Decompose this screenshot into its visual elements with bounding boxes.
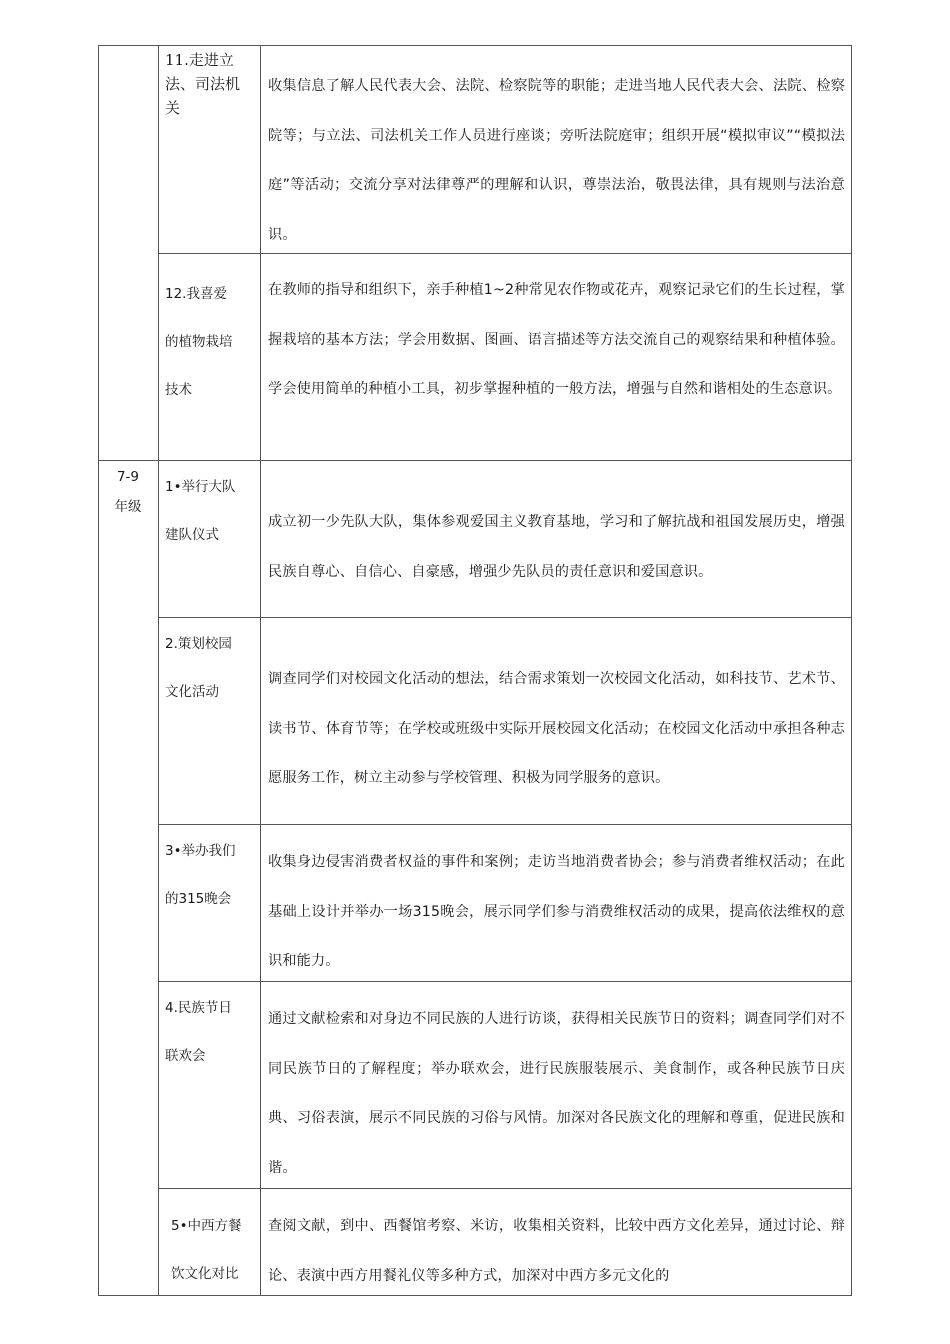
activity-description: 查阅文献，到中、西餐馆考察、米访，收集相关资料，比较中西方文化差异，通过讨论、辩论、表演中西方用餐礼仪等多种方式，加深对中西方多元文化的	[268, 1218, 845, 1284]
activity-title: 2.策划校园 文化活动	[165, 636, 232, 700]
activity-title: 1•举行大队 建队仪式	[165, 479, 236, 543]
table-border-top	[98, 45, 852, 46]
activity-description: 成立初一少先队大队，集体参观爱国主义教育基地，学习和了解抗战和祖国发展历史，增强民族自尊心、自信心、自豪感，增强少先队员的责任意识和爱国意识。	[268, 514, 845, 580]
table-border-right	[851, 45, 852, 1295]
activity-title: 5•中西方餐 饮文化对比	[171, 1218, 242, 1282]
activity-title: 3•举办我们 的315晚会	[165, 843, 236, 907]
row-divider	[158, 824, 852, 825]
activity-description: 通过文献检索和对身边不同民族的人进行访谈，获得相关民族节日的资料；调查同学们对不同民族节日的了解程度；举办联欢会，进行民族服装展示、美食制作，或各种民族节日庆典、习俗表演，展示不同民族的习俗与风情。加深对各民族文化的理解和尊重，促进民族和谐。	[268, 1011, 845, 1176]
row-divider	[98, 460, 852, 461]
activity-description: 在教师的指导和组织下，亲手种植1~2种常见农作物或花卉，观察记录它们的生长过程，掌握栽培的基本方法；学会用数据、图画、语言描述等方法交流自己的观察结果和种植体验。学会使用简单的种植小工具，初步掌握种植的一般方法，增强与自然和谐相处的生态意识。	[268, 282, 845, 397]
activity-description: 收集身边侵害消费者权益的事件和案例；走访当地消费者协会；参与消费者维权活动；在此基础上设计并举办一场315晚会，展示同学们参与消费维权活动的成果，提高依法维权的意识和能力。	[268, 854, 845, 969]
row-divider	[158, 617, 852, 618]
grade-label: 年级	[114, 499, 142, 515]
table-border-left	[98, 45, 99, 1295]
activity-title: 11.走进立 法、司法机 关	[165, 51, 241, 117]
grade-range: 7-9	[116, 469, 140, 485]
grade-cell	[99, 462, 157, 522]
activity-title: 4.民族节日 联欢会	[165, 1000, 232, 1064]
activity-description: 收集信息了解人民代表大会、法院、检察院等的职能；走进当地人民代表大会、法院、检察院等；与立法、司法机关工作人员进行座谈；旁听法院庭审；组织开展“模拟审议”“模拟法庭”等活动；交流分享对法律尊严的理解和认识，尊崇法治，敬畏法律，具有规则与法治意识。	[268, 78, 845, 243]
activity-title: 12.我喜爱 的植物栽培 技术	[165, 286, 233, 398]
activity-description: 调查同学们对校园文化活动的想法，结合需求策划一次校园文化活动，如科技节、艺术节、读书节、体育节等；在学校或班级中实际开展校园文化活动；在校园文化活动中承担各种志愿服务工作，树立主动参与学校管理、积极为同学服务的意识。	[268, 671, 845, 786]
